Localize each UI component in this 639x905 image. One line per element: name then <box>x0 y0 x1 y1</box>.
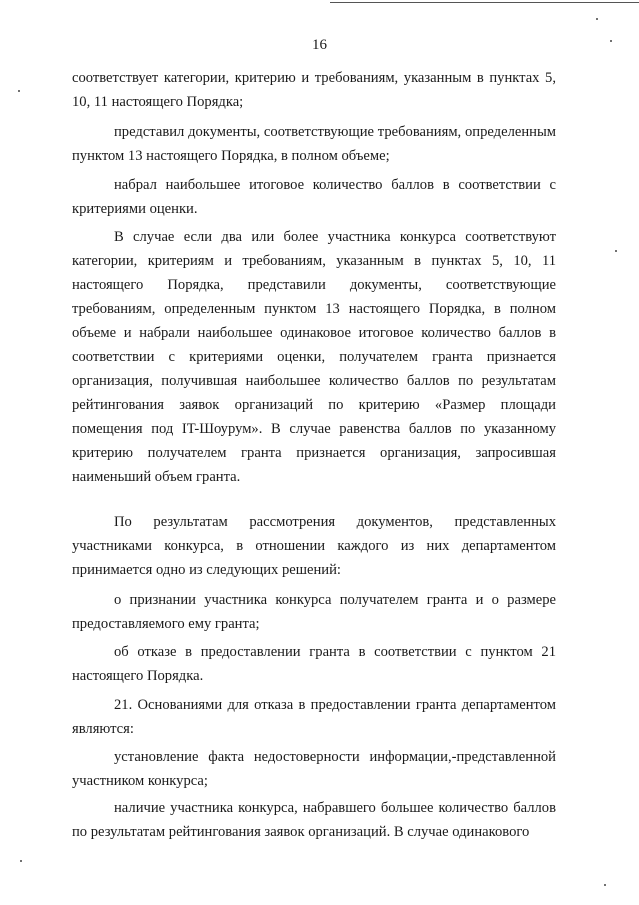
paragraph-10: наличие участника конкурса, набравшего большее количество баллов по результатам рейтингования заявок организаций. В случае одинакового <box>72 800 556 840</box>
paragraph-4: В случае если два или более участника конкурса соответствуют категории, критериям и требованиям, указанным в пунктах 5, 10, 11 настоящего Порядка, представили документы, соответствующие требованиям, определенным пунктом 13 настоящего Порядка, в полном объеме и набрали наибольшее одинаковое итоговое количество баллов в соответствии с критериями оценки, получателем гранта признается организация, получившая наибольшее количество баллов по результатам рейтингования заявок организаций по критерию «Размер площади помещения под IT-Шоурум». В случае равенства баллов по указанному критерию получателем гранта признается организация, запросившая наименьший объем гранта. <box>72 229 556 485</box>
paragraph-3: набрал наибольшее итоговое количество баллов в соответствии с критериями оценки. <box>72 177 556 217</box>
scan-speck <box>610 40 612 42</box>
scan-speck <box>18 90 20 92</box>
paragraph-6: о признании участника конкурса получателем гранта и о размере предоставляемого ему гранта; <box>72 592 556 632</box>
scan-speck <box>596 18 598 20</box>
scan-speck <box>604 884 606 886</box>
scan-speck <box>20 860 22 862</box>
paragraph-9: установление факта недостоверности информации,-представленной участником конкурса; <box>72 749 556 789</box>
page-number: 16 <box>312 37 327 53</box>
paragraph-5: По результатам рассмотрения документов, представленных участниками конкурса, в отношении каждого из них департаментом принимается одно из следующих решений: <box>72 514 556 578</box>
paragraph-7: об отказе в предоставлении гранта в соответствии с пунктом 21 настоящего Порядка. <box>72 644 556 684</box>
scan-top-edge <box>330 2 639 3</box>
scan-speck <box>615 250 617 252</box>
paragraph-2: представил документы, соответствующие требованиям, определенным пунктом 13 настоящего Порядка, в полном объеме; <box>72 124 556 164</box>
paragraph-8: 21. Основаниями для отказа в предоставлении гранта департаментом являются: <box>72 697 556 737</box>
paragraph-1: соответствует категории, критерию и требованиям, указанным в пунктах 5, 10, 11 настоящего Порядка; <box>72 70 556 110</box>
